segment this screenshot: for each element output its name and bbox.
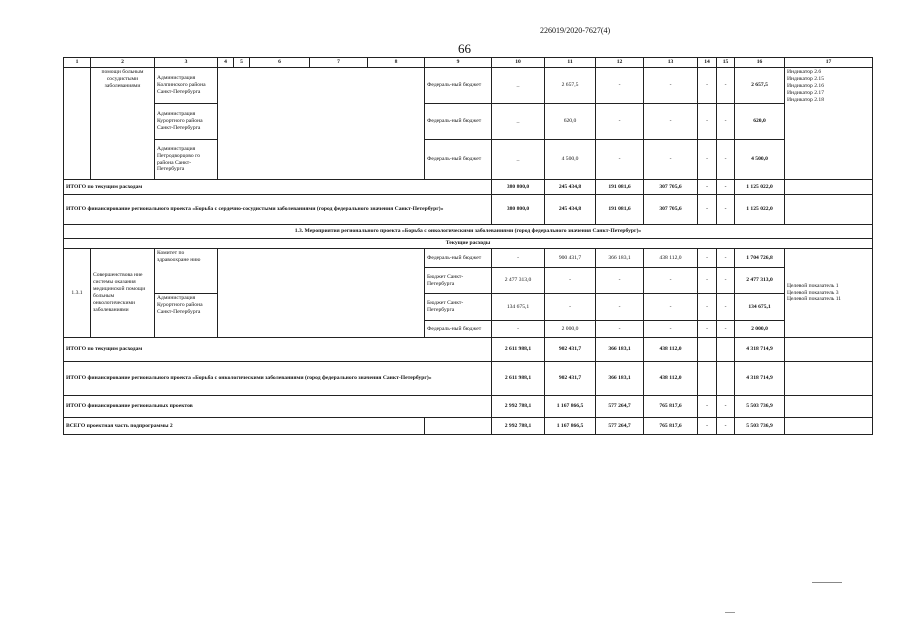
value-cell: - [698,294,717,321]
indicators-cell [785,68,873,180]
total-label: ИТОГО по текущим расходам [64,338,492,362]
value-cell: 765 817,6 [644,418,698,435]
col-number: 3 [155,58,218,68]
col-number: 8 [368,58,425,68]
table-row [64,140,873,180]
total-value-cell: 1 125 022,0 [735,180,785,195]
indicator-label: Индикатор 2.16 [787,82,824,89]
total-row [64,396,873,418]
value-cell: - [698,68,717,104]
col-number: 4 [218,58,234,68]
total-value-cell: 2 657,5 [735,68,785,104]
empty-cell [785,195,873,225]
value-cell: 577 264,7 [596,396,644,418]
col-number: 15 [717,58,735,68]
funding-source-cell: Федераль-ный бюджет [425,249,492,268]
value-cell: 438 112,0 [644,338,698,362]
funding-source-cell: Бюджет Санкт-Петербурга [425,268,492,294]
value-cell: - [596,268,644,294]
col-number: 16 [735,58,785,68]
value-cell: - [698,268,717,294]
value-cell: 2 611 988,1 [492,338,545,362]
value-cell: - [644,104,698,140]
value-cell: 900 431,7 [545,249,596,268]
indicator-label: Индикатор 2.17 [787,89,824,96]
activity-name-cell: Совершенствова ние системы оказания медицинской помощи больным онкологическими заболеваниями [91,249,155,338]
executor-cell: Администрация Петродворцово го района Санкт-Петербурга [155,140,218,180]
value-cell: - [545,294,596,321]
value-cell: 1 167 866,5 [545,418,596,435]
value-cell: - [644,268,698,294]
subsection-title: Текущие расходы [64,239,873,249]
table-row [64,294,873,321]
col-number: 12 [596,58,644,68]
col-number: 10 [492,58,545,68]
total-value-cell: 1 704 726,8 [735,249,785,268]
section-header-row [64,225,873,239]
col-number: 2 [91,58,155,68]
value-cell: 2 611 988,1 [492,362,545,396]
col-number: 1 [64,58,91,68]
indicators-cell [785,249,873,338]
value-cell: 2 000,0 [545,321,596,338]
col-number: 17 [785,58,873,68]
value-cell: _ [492,140,545,180]
total-value-cell: 4 318 714,9 [735,362,785,396]
value-cell: 366 183,1 [596,249,644,268]
funding-source-cell: Федераль-ный бюджет [425,68,492,104]
column-number-row [64,58,873,68]
value-cell: - [644,321,698,338]
value-cell: - [717,249,735,268]
value-cell: - [698,418,717,435]
total-value-cell: 134 675,1 [735,294,785,321]
empty-cell [785,396,873,418]
subsection-header-row [64,239,873,249]
value-cell: - [698,321,717,338]
budget-table [63,57,873,435]
value-cell: - [545,268,596,294]
empty-cell [698,338,717,362]
section-title: 1.3. Мероприятия регионального проекта «Борьба с онкологическими заболеваниями (город федерального значения Санкт-Петербург)» [64,225,873,239]
value-cell: 380 800,0 [492,180,545,195]
total-row [64,338,873,362]
empty-cell [785,180,873,195]
scan-mark [725,612,735,613]
value-cell: 1 167 866,5 [545,396,596,418]
empty-cell [717,362,735,396]
value-cell: 366 183,1 [596,338,644,362]
activity-number-cell: 1.3.1 [64,249,91,338]
table-row [64,249,873,268]
value-cell: 902 431,7 [545,362,596,396]
col-number: 11 [545,58,596,68]
value-cell: 2 992 788,1 [492,418,545,435]
empty-cell [218,249,425,338]
value-cell: 4 500,0 [545,140,596,180]
executor-cell: Администрация Курортного района Санкт-Петербурга [155,104,218,140]
value-cell: 307 705,6 [644,195,698,225]
empty-cell [218,68,425,180]
value-cell: - [644,294,698,321]
col-number: 6 [250,58,310,68]
value-cell: - [596,294,644,321]
value-cell: - [698,195,717,225]
value-cell: _ [492,104,545,140]
executor-cell: Администрация Курортного района Санкт-Петербурга [155,294,218,338]
value-cell: - [717,195,735,225]
total-value-cell: 4 318 714,9 [735,338,785,362]
total-value-cell: 5 503 736,9 [735,418,785,435]
value-cell: 2 477 313,0 [492,268,545,294]
value-cell: - [698,396,717,418]
col-number: 9 [425,58,492,68]
total-row [64,195,873,225]
funding-source-cell: Бюджет Санкт-Петербурга [425,294,492,321]
total-row [64,362,873,396]
value-cell: 438 112,0 [644,249,698,268]
value-cell: - [492,249,545,268]
value-cell: 438 112,0 [644,362,698,396]
value-cell: - [717,418,735,435]
value-cell: - [717,68,735,104]
total-row [64,418,873,435]
indicator-label: Индикатор 2.18 [787,96,824,103]
total-row [64,180,873,195]
indicator-label: Индикатор 2.15 [787,75,824,82]
value-cell: 765 817,6 [644,396,698,418]
total-label: ИТОГО финансирование регионального проекта «Борьба с онкологическими заболеваниями (город федерального значения Санкт-Петербург)» [64,362,492,396]
value-cell: - [644,68,698,104]
value-cell: _ [492,68,545,104]
total-value-cell: 1 125 022,0 [735,195,785,225]
total-value-cell: 4 500,0 [735,140,785,180]
value-cell: 134 675,1 [492,294,545,321]
value-cell: - [717,396,735,418]
empty-cell [698,362,717,396]
value-cell: 191 081,6 [596,195,644,225]
value-cell: - [596,68,644,104]
value-cell: 2 657,5 [545,68,596,104]
total-value-cell: 5 503 736,9 [735,396,785,418]
value-cell: 245 434,8 [545,195,596,225]
total-label: ИТОГО по текущим расходам [64,180,492,195]
value-cell: - [596,104,644,140]
table-row [64,68,873,104]
total-label: ИТОГО финансирование региональных проектов [64,396,492,418]
value-cell: - [717,104,735,140]
value-cell: - [698,249,717,268]
indicator-label: Целевой показатель 11 [787,296,842,303]
empty-cell [717,338,735,362]
total-value-cell: 620,0 [735,104,785,140]
scan-mark [812,582,842,583]
value-cell: - [596,140,644,180]
col-number: 14 [698,58,717,68]
empty-cell [785,362,873,396]
indicator-label: Целевой показатель 1 [787,282,839,289]
table-row [64,104,873,140]
empty-cell [425,418,492,435]
empty-cell [785,418,873,435]
value-cell: - [717,180,735,195]
value-cell: 577 264,7 [596,418,644,435]
funding-source-cell: Федераль-ный бюджет [425,321,492,338]
value-cell: 902 431,7 [545,338,596,362]
total-label: ИТОГО финансирование регионального проекта «Борьба с сердечно-сосудистыми заболеваниями (город федерального значения Санкт-Петербург)» [64,195,492,225]
value-cell: 191 081,6 [596,180,644,195]
total-value-cell: 2 477 313,0 [735,268,785,294]
value-cell: - [492,321,545,338]
value-cell: - [596,321,644,338]
value-cell: - [644,140,698,180]
col-number: 5 [234,58,250,68]
total-label: ВСЕГО проектная часть подпрограммы 2 [64,418,425,435]
total-value-cell: 2 000,0 [735,321,785,338]
indicator-label: Целевой показатель 3 [787,289,839,296]
value-cell: 620,0 [545,104,596,140]
executor-cell: Администрация Колпинского района Санкт-Петербурга [155,68,218,104]
value-cell: - [698,180,717,195]
value-cell: - [698,140,717,180]
value-cell: 245 434,8 [545,180,596,195]
value-cell: 307 705,6 [644,180,698,195]
activity-name-cell: помощи больным сосудистыми заболеваниями [91,68,155,180]
activity-number-cell [64,68,91,180]
funding-source-cell: Федераль-ный бюджет [425,140,492,180]
value-cell: 2 992 788,1 [492,396,545,418]
value-cell: 380 800,0 [492,195,545,225]
funding-source-cell: Федераль-ный бюджет [425,104,492,140]
page-number: 66 [458,41,471,56]
value-cell: - [717,140,735,180]
value-cell: - [698,104,717,140]
value-cell: - [717,294,735,321]
executor-cell: Комитет по здравоохране нию [155,249,218,294]
document-id: 226019/2020-7627(4) [540,26,611,35]
empty-cell [785,338,873,362]
value-cell: - [717,321,735,338]
value-cell: 366 183,1 [596,362,644,396]
indicator-label: Индикатор 2.6 [787,69,822,75]
col-number: 7 [310,58,368,68]
col-number: 13 [644,58,698,68]
value-cell: - [717,268,735,294]
